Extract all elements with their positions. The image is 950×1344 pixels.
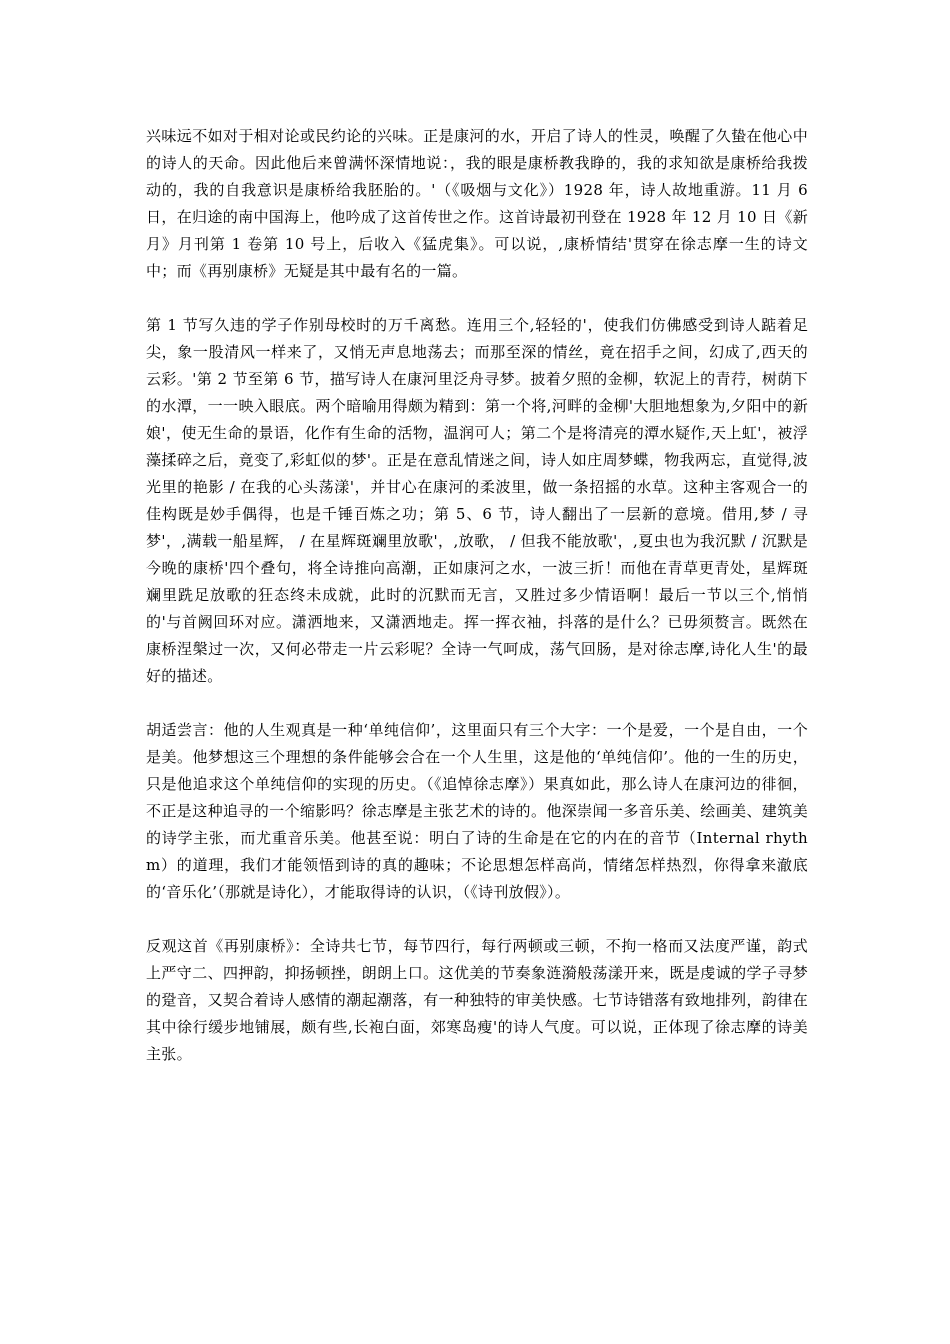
paragraph-2: 第 1 节写久违的学子作别母校时的万千离愁。连用三个,轻轻的'，使我们仿佛感受到诗人踮着足尖，象一股清风一样来了，又悄无声息地荡去；而那至深的情丝，竟在招手之间，幻成了,西天的云彩。'第 2 节至第 6 节，描写诗人在康河里泛舟寻梦。披着夕照的金柳，软泥上的青荇，树荫下的水潭，一一映入眼底。两个暗喻用得颇为精到：第一个将,河畔的金柳'大胆地想象为,夕阳中的新娘'，使无生命的景语，化作有生命的活物，温润可人；第二个是将清亮的潭水疑作,天上虹'，被浮藻揉碎之后，竟变了,彩虹似的梦'。正是在意乱情迷之间，诗人如庄周梦蝶，物我两忘，直觉得,波光里的艳影 / 在我的心头荡漾'，并甘心在康河的柔波里，做一条招摇的水草。这种主客观合一的佳构既是妙手偶得，也是千锤百炼之功；第 5、6 节，诗人翻出了一层新的意境。借用,梦 / 寻梦'，,满载一船星辉， / 在星辉斑斓里放歌'，,放歌， / 但我不能放歌'，,夏虫也为我沉默 / 沉默是今晚的康桥'四个叠句，将全诗推向高潮，正如康河之水，一波三折！而他在青草更青处，星辉斑斓里跣足放歌的狂态终未成就，此时的沉默而无言，又胜过多少情语啊！最后一节以三个,悄悄的'与首阙回环对应。潇洒地来，又潇洒地走。挥一挥衣袖，抖落的是什么？已毋须赘言。既然在康桥涅槃过一次，又何必带走一片云彩呢？全诗一气呵成，荡气回肠，是对徐志摩,诗化人生'的最好的描述。 (146, 316, 808, 685)
paragraph-3: 胡适尝言：他的人生观真是一种‘单纯信仰’，这里面只有三个大字：一个是爱，一个是自由，一个是美。他梦想这三个理想的条件能够会合在一个人生里，这是他的‘单纯信仰’。他的一生的历史，只是他追求这个单纯信仰的实现的历史。（《追悼徐志摩》）果真如此，那么诗人在康河边的徘徊，不正是这种追寻的一个缩影吗？徐志摩是主张艺术的诗的。他深崇闻一多音乐美、绘画美、建筑美的诗学主张，而尤重音乐美。他甚至说：明白了诗的生命是在它的内在的音节（Internal rhythm）的道理，我们才能领悟到诗的真的趣味；不论思想怎样高尚，情绪怎样热烈，你得拿来澈底的‘音乐化’（那就是诗化），才能取得诗的认识，（《诗刊放假》）。 (146, 721, 808, 901)
paragraph-1: 兴味远不如对于相对论或民约论的兴味。正是康河的水，开启了诗人的性灵，唤醒了久蛰在他心中的诗人的天命。因此他后来曾满怀深情地说：，我的眼是康桥教我睁的，我的求知欲是康桥给我拨动的，我的自我意识是康桥给我胚胎的。'（《吸烟与文化》）1928 年，诗人故地重游。11 月 6 日，在归途的南中国海上，他吟成了这首传世之作。这首诗最初刊登在 1928 年 12 月 10 日《新月》月刊第 1 卷第 10 号上，后收入《猛虎集》。可以说，,康桥情结'贯穿在徐志摩一生的诗文中；而《再别康桥》无疑是其中最有名的一篇。 (146, 127, 808, 280)
document-body (146, 123, 808, 1095)
paragraph-4: 反观这首《再别康桥》：全诗共七节，每节四行，每行两顿或三顿，不拘一格而又法度严谨，韵式上严守二、四押韵，抑扬顿挫，朗朗上口。这优美的节奏象涟漪般荡漾开来，既是虔诚的学子寻梦的跫音，又契合着诗人感情的潮起潮落，有一种独特的审美快感。七节诗错落有致地排列，韵律在其中徐行缓步地铺展，颇有些,长袍白面，郊寒岛瘦'的诗人气度。可以说，正体现了徐志摩的诗美主张。 (146, 937, 808, 1063)
